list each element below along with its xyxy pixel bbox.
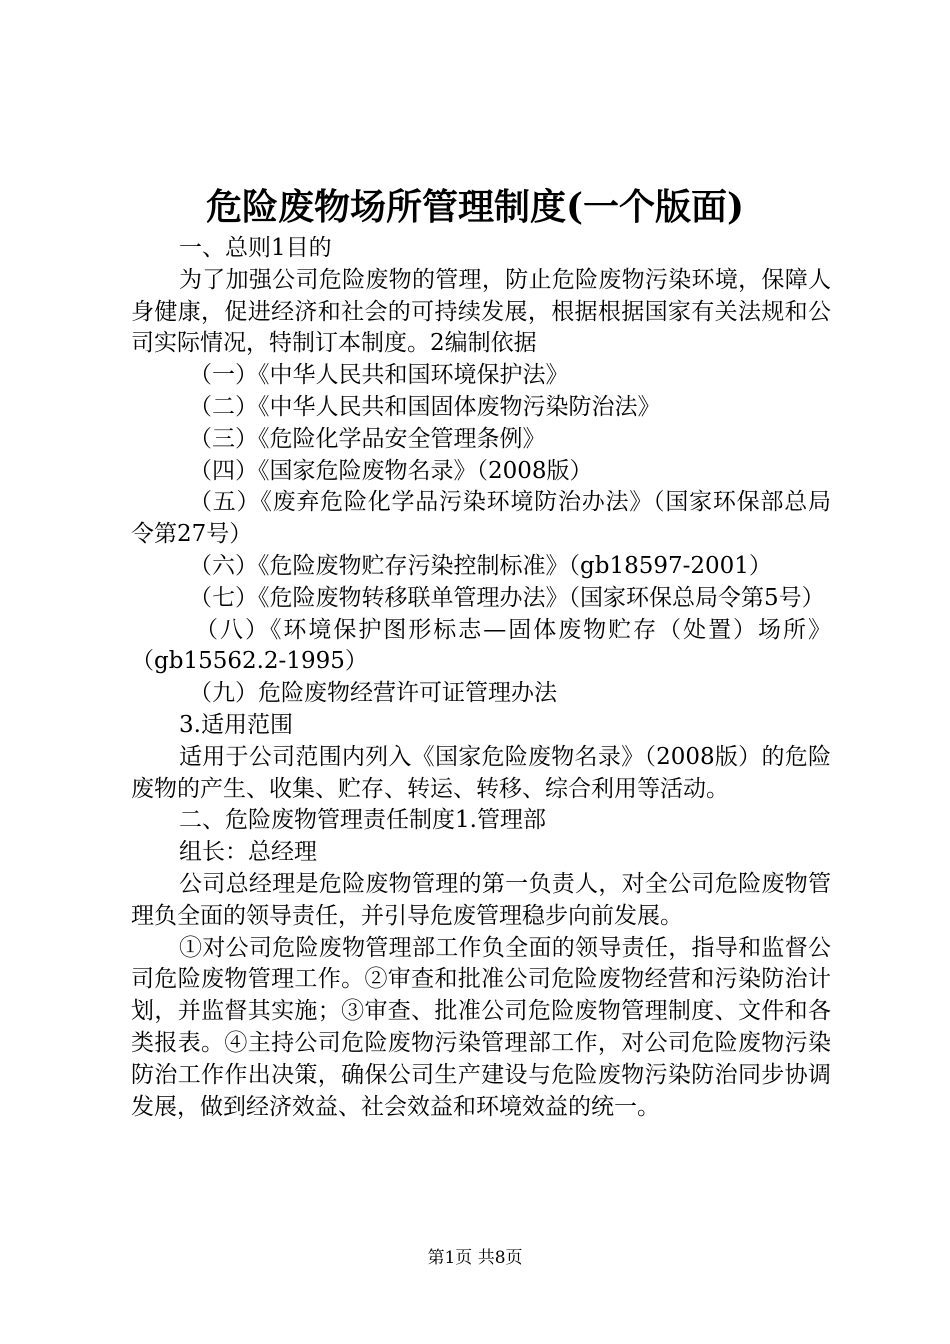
basis-item-4: （四）《国家危险废物名录》（2008版） [189,457,593,484]
team-leader-line: 组长：总经理 [179,839,317,866]
document-title: 危险废物场所管理制度(一个版面) [205,186,745,228]
basis-item-9: （九）危险废物经营许可证管理办法 [189,680,557,707]
basis-item-1: （一）《中华人民共和国环境保护法》 [189,362,569,389]
purpose-paragraph: 为了加强公司危险废物的管理，防止危险废物污染环境，保障人身健康，促进经济和社会的可持续发展，根据根据国家有关法规和公司实际情况，特制订本制度。2编制依据 [131,266,831,357]
section-heading-responsibility: 二、危险废物管理责任制度1.管理部 [179,807,546,834]
basis-item-5: （五）《废弃危险化学品污染环境防治办法》（国家环保部总局令第27号） [131,489,831,548]
basis-item-8: （八）《环境保护图形标志—固体废物贮存（处置）场所》（gb15562.2-1995） [131,616,831,675]
basis-item-6: （六）《危险废物贮存污染控制标准》（gb18597-2001） [189,552,772,579]
basis-item-3: （三）《危险化学品安全管理条例》 [189,425,546,452]
general-manager-paragraph: 公司总经理是危险废物管理的第一负责人，对全公司危险废物管理负全面的领导责任，并引导危废管理稳步向前发展。 [131,870,831,929]
section-heading-general: 一、总则1目的 [179,235,332,261]
scope-paragraph: 适用于公司范围内列入《国家危险废物名录》（2008版）的危险废物的产生、收集、贮存、转运、转移、综合利用等活动。 [131,743,831,802]
basis-item-7: （七）《危险废物转移联单管理办法》（国家环保总局令第5号） [189,584,825,611]
document-body [131,233,831,1123]
duties-paragraph: ①对公司危险废物管理部工作负全面的领导责任，指导和监督公司危险废物管理工作。②审查和批准公司危险废物经营和污染防治计划，并监督其实施；③审查、批准公司危险废物管理制度、文件和各类报表。④主持公司危险废物污染管理部工作，对公司危险废物污染防治工作作出决策，确保公司生产建设与危险废物污染防治同步协调发展，做到经济效益、社会效益和环境效益的统一。 [131,934,831,1120]
page-footer: 第1页 共8页 [427,1248,523,1268]
scope-heading: 3.适用范围 [179,711,293,738]
basis-item-2: （二）《中华人民共和国固体废物污染防治法》 [189,393,661,420]
